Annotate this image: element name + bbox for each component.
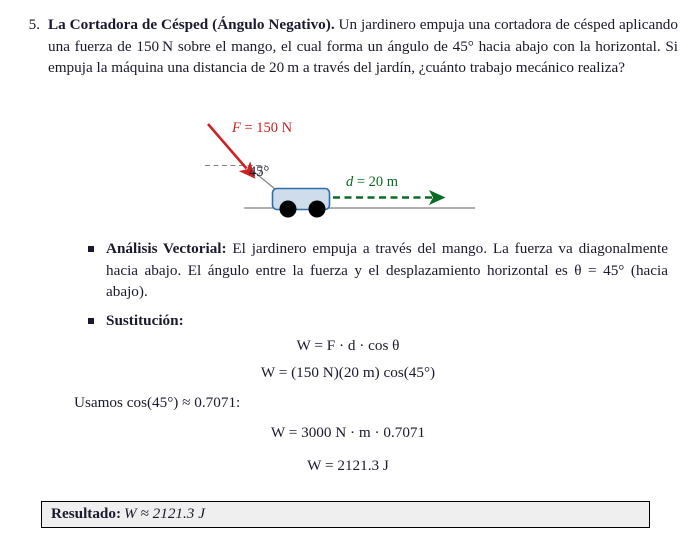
bullet-square-icon [88, 318, 94, 324]
bullet-square-icon [88, 246, 94, 252]
result-label: Resultado: [51, 505, 122, 522]
problem-statement [14, 14, 678, 79]
distance-symbol: d [346, 174, 354, 190]
result-expression: W ≈ 2121.3 J [124, 505, 205, 522]
problem-force-value: 150 N [136, 37, 174, 55]
problem-number: 5. [28, 16, 40, 33]
force-value-text: = 150 N [240, 120, 293, 136]
angle-label: 45° [249, 164, 270, 180]
distance-value-text: = 20 m [353, 174, 399, 190]
force-symbol: F [232, 120, 241, 136]
problem-text-part3: a través del jardín, ¿cuánto trabajo mecánico realiza? [299, 59, 625, 76]
list-item [88, 310, 668, 332]
list-item [88, 238, 668, 303]
result-box [41, 501, 650, 528]
cosine-note: Usamos cos(45°) ≈ 0.7071: [74, 394, 241, 411]
bullet-title: Análisis Vectorial: [106, 240, 227, 257]
mower-wheel-front [309, 201, 326, 218]
equation-intermediate: W = 3000 N · m · 0.7071 [270, 424, 426, 441]
equation-substitution: W = (150 N)(20 m) cos(45°) [260, 364, 436, 381]
problem-distance-value: 20 m [268, 59, 300, 76]
problem-text [40, 14, 678, 79]
result-text [51, 505, 205, 523]
equation-work-formula: W = F · d · cos θ [296, 337, 400, 354]
bullet-title: Sustitución: [106, 311, 184, 329]
bullet-body: El jardinero empuja a través del mango. La fuerza va diagonalmente hacia abajo. El ángulo entre la fuerza y el desplazamiento horizontal es θ = 45° (hacia abajo). [106, 240, 668, 300]
distance-label [346, 174, 398, 191]
analysis-list [88, 238, 668, 338]
problem-text-part2: sobre el mango, el cual forma un ángulo de 45° hacia abajo con la horizontal. Si empuja la máquina una distancia de [48, 37, 678, 76]
equation-final: W = 2121.3 J [307, 457, 389, 474]
problem-title: La Cortadora de Césped (Ángulo Negativo). [48, 16, 335, 33]
diagram-canvas [0, 110, 696, 230]
force-label [232, 120, 292, 137]
lawn-mower-diagram [0, 110, 696, 230]
problem-text-part1: Un jardinero empuja una cortadora de césped aplicando una fuerza de [48, 16, 678, 55]
mower-wheel-rear [280, 201, 297, 218]
